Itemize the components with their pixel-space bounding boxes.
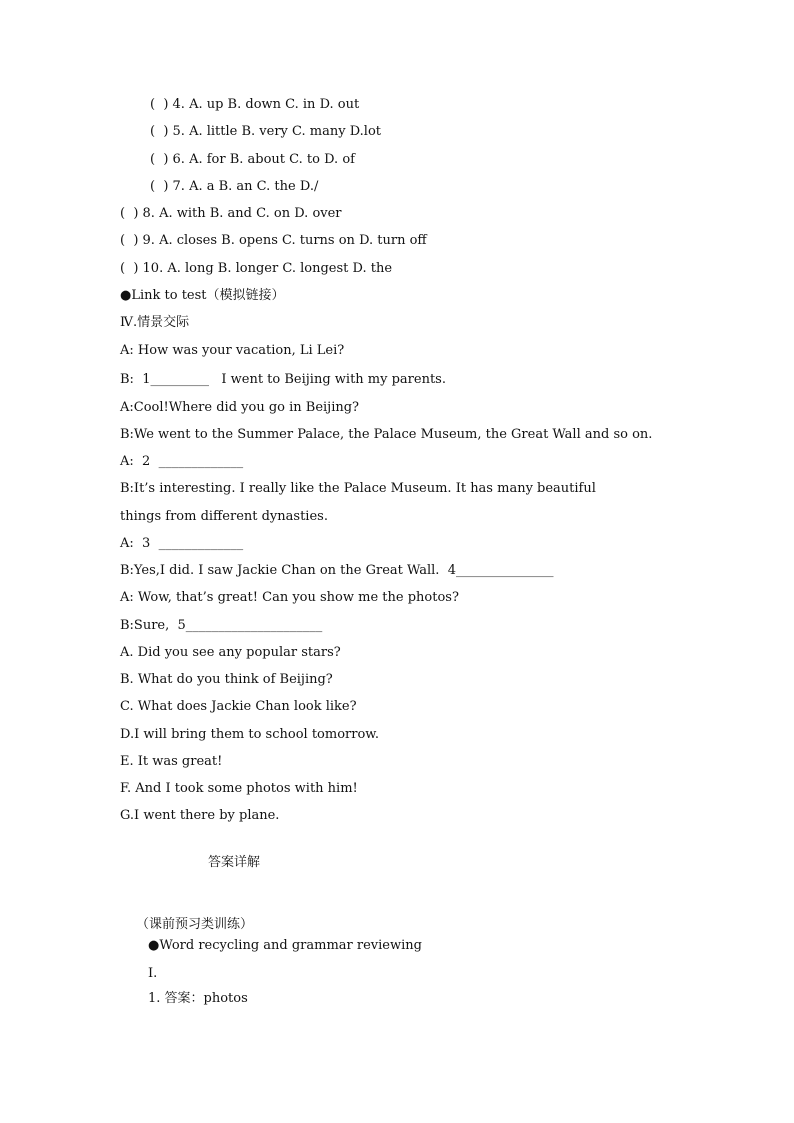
option-c: C. What does Jackie Chan look like?	[120, 699, 357, 714]
mc-item-7: ( ) 7. A. a B. an C. the D./	[150, 179, 319, 194]
link-to-test-heading: ●Link to test（模拟链接）	[120, 288, 285, 303]
dialogue-line: B:It’s interesting. I really like the Palace Museum. It has many beautiful	[120, 481, 596, 496]
answer-one: 1. 答案：photos	[148, 991, 248, 1006]
mc-item-5: ( ) 5. A. little B. very C. many D.lot	[150, 124, 381, 139]
roman-one-heading: Ⅰ.	[148, 966, 158, 981]
dialogue-line: B:Yes,I did. I saw Jackie Chan on the Great Wall. 4_______________	[120, 563, 554, 578]
mc-item-4: ( ) 4. A. up B. down C. in D. out	[150, 97, 360, 112]
dialogue-line: A: How was your vacation, Li Lei?	[120, 343, 345, 358]
preview-heading: （课前预习类训练）	[136, 917, 254, 932]
dialogue-line: B:We went to the Summer Palace, the Palace Museum, the Great Wall and so on.	[120, 427, 653, 442]
mc-item-8: ( ) 8. A. with B. and C. on D. over	[120, 206, 342, 221]
section-heading-iv: Ⅳ.情景交际	[120, 315, 190, 330]
word-recycling-heading: ●Word recycling and grammar reviewing	[148, 938, 422, 953]
mc-item-9: ( ) 9. A. closes B. opens C. turns on D. turn off	[120, 233, 427, 248]
option-e: E. It was great!	[120, 754, 223, 769]
mc-item-6: ( ) 6. A. for B. about C. to D. of	[150, 152, 355, 167]
option-g: G.I went there by plane.	[120, 808, 280, 823]
option-d: D.I will bring them to school tomorrow.	[120, 727, 379, 742]
dialogue-line: B:Sure, 5_____________________	[120, 618, 323, 633]
option-f: F. And I took some photos with him!	[120, 781, 358, 796]
dialogue-line: A: 3 _____________	[120, 536, 244, 551]
mc-item-10: ( ) 10. A. long B. longer C. longest D. the	[120, 261, 393, 276]
answers-heading: 答案详解	[208, 855, 261, 870]
dialogue-line: B: 1_________ I went to Beijing with my parents.	[120, 372, 446, 387]
dialogue-line: A: 2 _____________	[120, 454, 244, 469]
dialogue-line: things from different dynasties.	[120, 509, 328, 524]
option-b: B. What do you think of Beijing?	[120, 672, 333, 687]
dialogue-line: A:Cool!Where did you go in Beijing?	[120, 400, 360, 415]
option-a: A. Did you see any popular stars?	[120, 645, 341, 660]
dialogue-line: A: Wow, that’s great! Can you show me the photos?	[120, 590, 459, 605]
